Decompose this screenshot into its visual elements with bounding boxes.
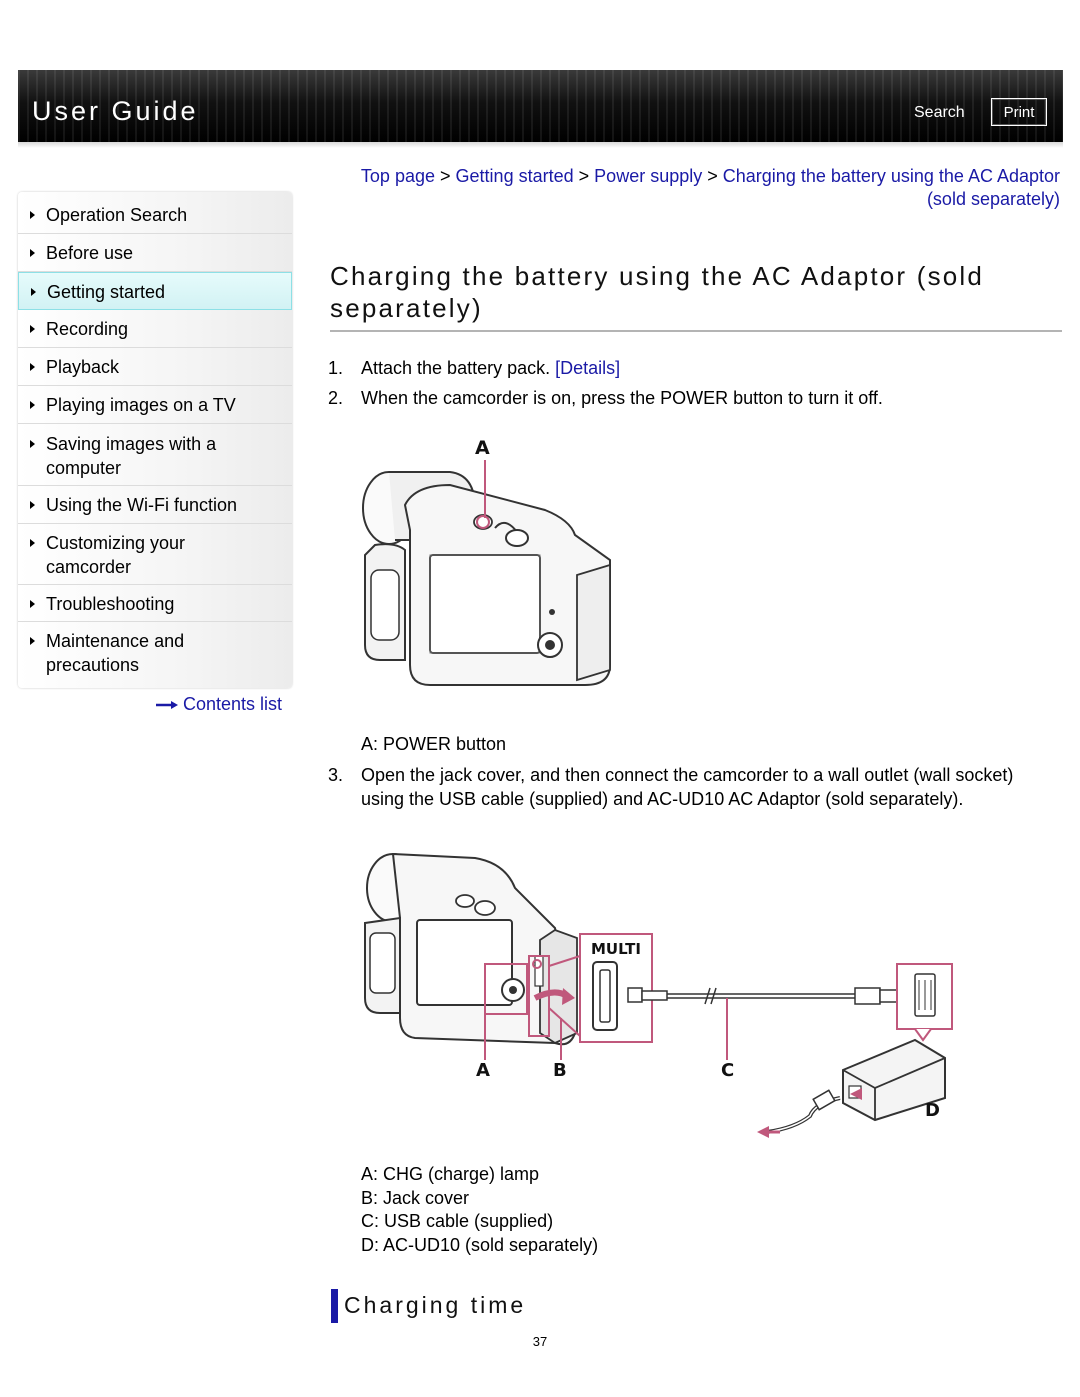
step-number: 1. (328, 358, 344, 378)
sidebar-item-label: Customizing your camcorder (46, 533, 186, 577)
sidebar-item-label: Troubleshooting (46, 594, 175, 614)
step-number: 2. (328, 388, 344, 408)
sidebar-item-label: Saving images with a computer (46, 434, 217, 478)
arrow-right-icon (30, 600, 35, 608)
breadcrumb-separator: > (707, 166, 718, 186)
arrow-right-icon (30, 249, 35, 257)
contents-list-label: Contents list (183, 694, 283, 714)
arrow-right-icon (30, 637, 35, 645)
sidebar-item-label: Getting started (47, 282, 166, 302)
figure-label-a: A (476, 1060, 490, 1081)
breadcrumb-power-supply[interactable]: Power supply (594, 166, 703, 186)
sidebar-item-playback[interactable] (18, 348, 292, 386)
charging-connection-illustration (355, 848, 965, 1148)
breadcrumb-current-page[interactable]: Charging the battery using the AC Adaptor (sold separately) (722, 166, 1060, 209)
header-bar (18, 70, 1063, 142)
sidebar-item-playing-images-on-tv[interactable] (18, 386, 292, 424)
step-1 (361, 356, 620, 380)
contents-list-link[interactable] (155, 694, 282, 715)
section-title: Charging time (344, 1292, 527, 1318)
breadcrumb (330, 165, 1060, 211)
figure2-legend-b: B: Jack cover (361, 1188, 470, 1208)
app-title: User Guide (32, 96, 199, 126)
arrow-right-icon (30, 401, 35, 409)
breadcrumb-separator: > (440, 166, 451, 186)
sidebar-item-before-use[interactable] (18, 234, 292, 272)
arrow-right-icon (30, 325, 35, 333)
breadcrumb-separator: > (578, 166, 590, 186)
sidebar-item-customizing[interactable] (18, 524, 292, 585)
figure1-legend: A: POWER button (361, 734, 507, 754)
section-accent-bar (331, 1289, 338, 1323)
search-button[interactable]: Search (914, 104, 965, 121)
page-number: 37 (532, 1334, 548, 1349)
arrow-right-icon (30, 501, 35, 509)
sidebar-item-getting-started[interactable] (18, 272, 292, 310)
header-divider (18, 142, 1063, 148)
arrow-right-icon (155, 700, 179, 710)
step-text: Attach the battery pack. (361, 358, 551, 378)
breadcrumb-top-page[interactable]: Top page (360, 166, 435, 186)
figure2-legend-d: D: AC-UD10 (sold separately) (361, 1235, 599, 1255)
sidebar-item-saving-images[interactable] (18, 424, 292, 486)
figure-label-a: A (475, 437, 490, 459)
figure2-legend-c: C: USB cable (supplied) (361, 1211, 554, 1231)
sidebar-item-label: Playback (46, 357, 120, 377)
print-button[interactable]: Print (991, 98, 1047, 126)
step-number: 3. (328, 765, 344, 785)
figure-label-b: B (553, 1060, 567, 1081)
sidebar-item-wifi-function[interactable] (18, 486, 292, 524)
page-title: Charging the battery using the AC Adaptor (sold separately) (330, 261, 985, 323)
sidebar-item-troubleshooting[interactable] (18, 585, 292, 622)
sidebar-item-label: Maintenance and precautions (46, 631, 185, 675)
sidebar-nav (18, 192, 292, 688)
details-link[interactable]: [Details] (555, 358, 621, 378)
sidebar-item-label: Using the Wi-Fi function (46, 495, 238, 515)
arrow-right-icon (30, 363, 35, 371)
multi-port-label: MULTI (591, 940, 641, 958)
sidebar-item-recording[interactable] (18, 310, 292, 348)
arrow-right-icon (30, 440, 35, 448)
breadcrumb-getting-started[interactable]: Getting started (455, 166, 574, 186)
figure-label-c: C (721, 1060, 735, 1081)
step-2: When the camcorder is on, press the POWER button to turn it off. (361, 388, 883, 408)
step-3: Open the jack cover, and then connect the camcorder to a wall outlet (wall socket) using the USB cable (supplied) and AC-UD10 AC Adaptor (sold separately). (361, 765, 1014, 809)
figure2-legend-a: A: CHG (charge) lamp (361, 1164, 540, 1184)
title-divider (330, 330, 1062, 332)
sidebar-item-label: Before use (46, 243, 134, 263)
figure-label-d: D (925, 1100, 940, 1121)
sidebar-item-maintenance[interactable] (18, 622, 292, 688)
arrow-right-icon (31, 288, 36, 296)
sidebar-item-label: Playing images on a TV (46, 395, 236, 415)
sidebar-item-label: Recording (46, 319, 129, 339)
sidebar-item-label: Operation Search (46, 205, 188, 225)
camcorder-power-button-illustration (355, 430, 620, 695)
arrow-right-icon (30, 539, 35, 547)
arrow-right-icon (30, 211, 35, 219)
sidebar-item-operation-search[interactable] (18, 192, 292, 234)
